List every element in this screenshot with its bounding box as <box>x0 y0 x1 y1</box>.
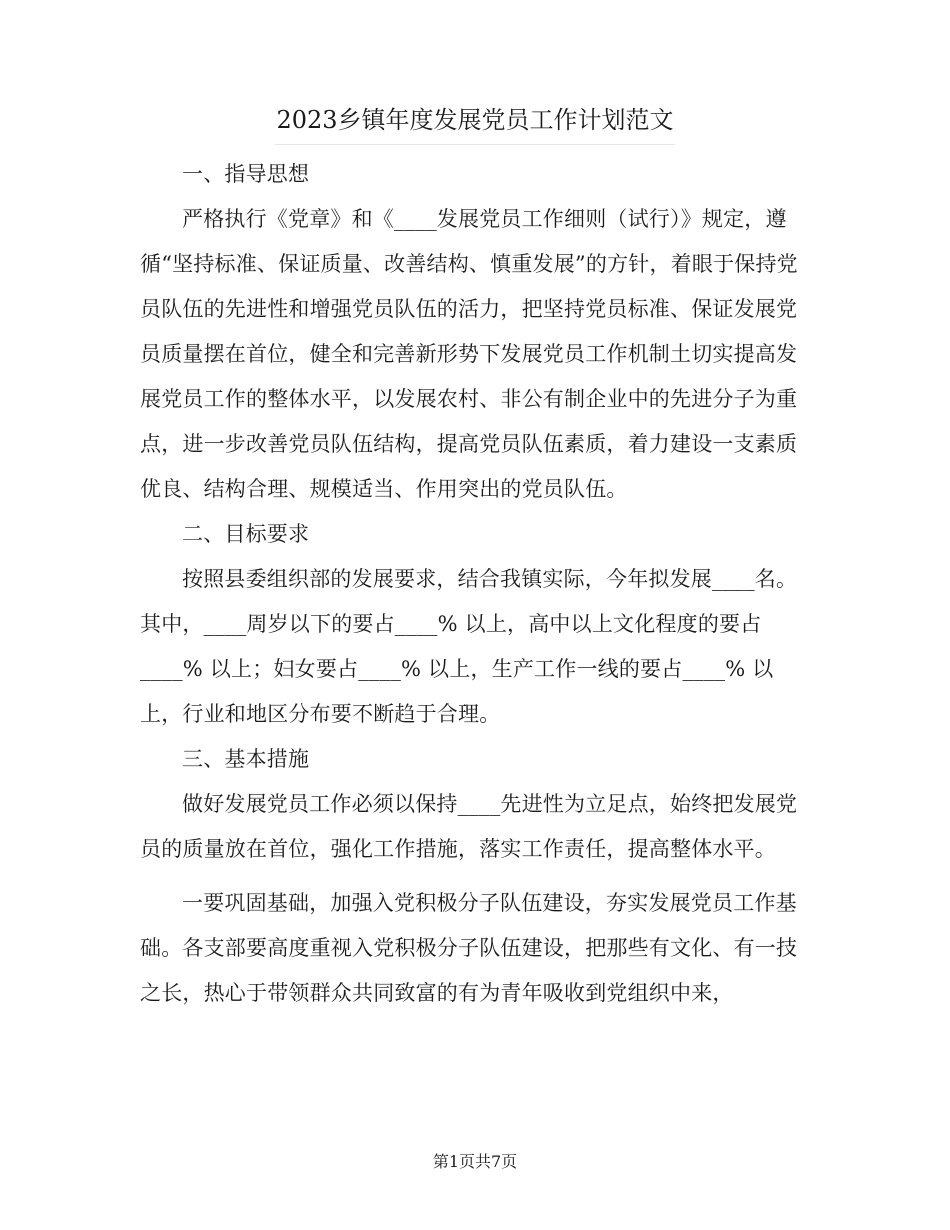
section-heading-measures: 三、基本措施 <box>182 747 310 771</box>
paragraph-measure-one: 一要巩固基础，加强入党积极分子队伍建设，夯实发展党员工作基础。各支部要高度重视入党积极分子队伍建设，把那些有文化、有一技之长，热心于带领群众共同致富的有为青年吸收到党组织中来， <box>140 891 798 1005</box>
document-body <box>140 152 812 1016</box>
section-heading-guiding-ideology: 一、指导思想 <box>182 162 310 186</box>
paragraph-measures: 做好发展党员工作必须以保持____先进性为立足点，始终把发展党员的质量放在首位，强化工作措施，落实工作责任，提高整体水平。 <box>140 792 798 861</box>
page-number: 第1页共7页 <box>432 1152 518 1171</box>
document-title: 2023乡镇年度发展党员工作计划范文 <box>275 100 675 145</box>
paragraph-goals: 按照县委组织部的发展要求，结合我镇实际，今年拟发展____名。其中，____周岁以下的要占____% 以上，高中以上文化程度的要占____% 以上；妇女要占____% 以上，生产工作一线的要占____% 以上，行业和地区分布要不断趋于合理。 <box>140 567 798 726</box>
section-heading-goals: 二、目标要求 <box>182 522 310 546</box>
paragraph-guiding-ideology: 严格执行《党章》和《____发展党员工作细则（试行）》规定，遵循“坚持标准、保证质量、改善结构、慎重发展”的方针，着眼于保持党员队伍的先进性和增强党员队伍的活力，把坚持党员标准、保证发展党员质量摆在首位，健全和完善新形势下发展党员工作机制土切实提高发展党员工作的整体水平，以发展农村、非公有制企业中的先进分子为重点，进一步改善党员队伍结构，提高党员队伍素质，着力建设一支素质优良、结构合理、规模适当、作用突出的党员队伍。 <box>140 207 798 501</box>
